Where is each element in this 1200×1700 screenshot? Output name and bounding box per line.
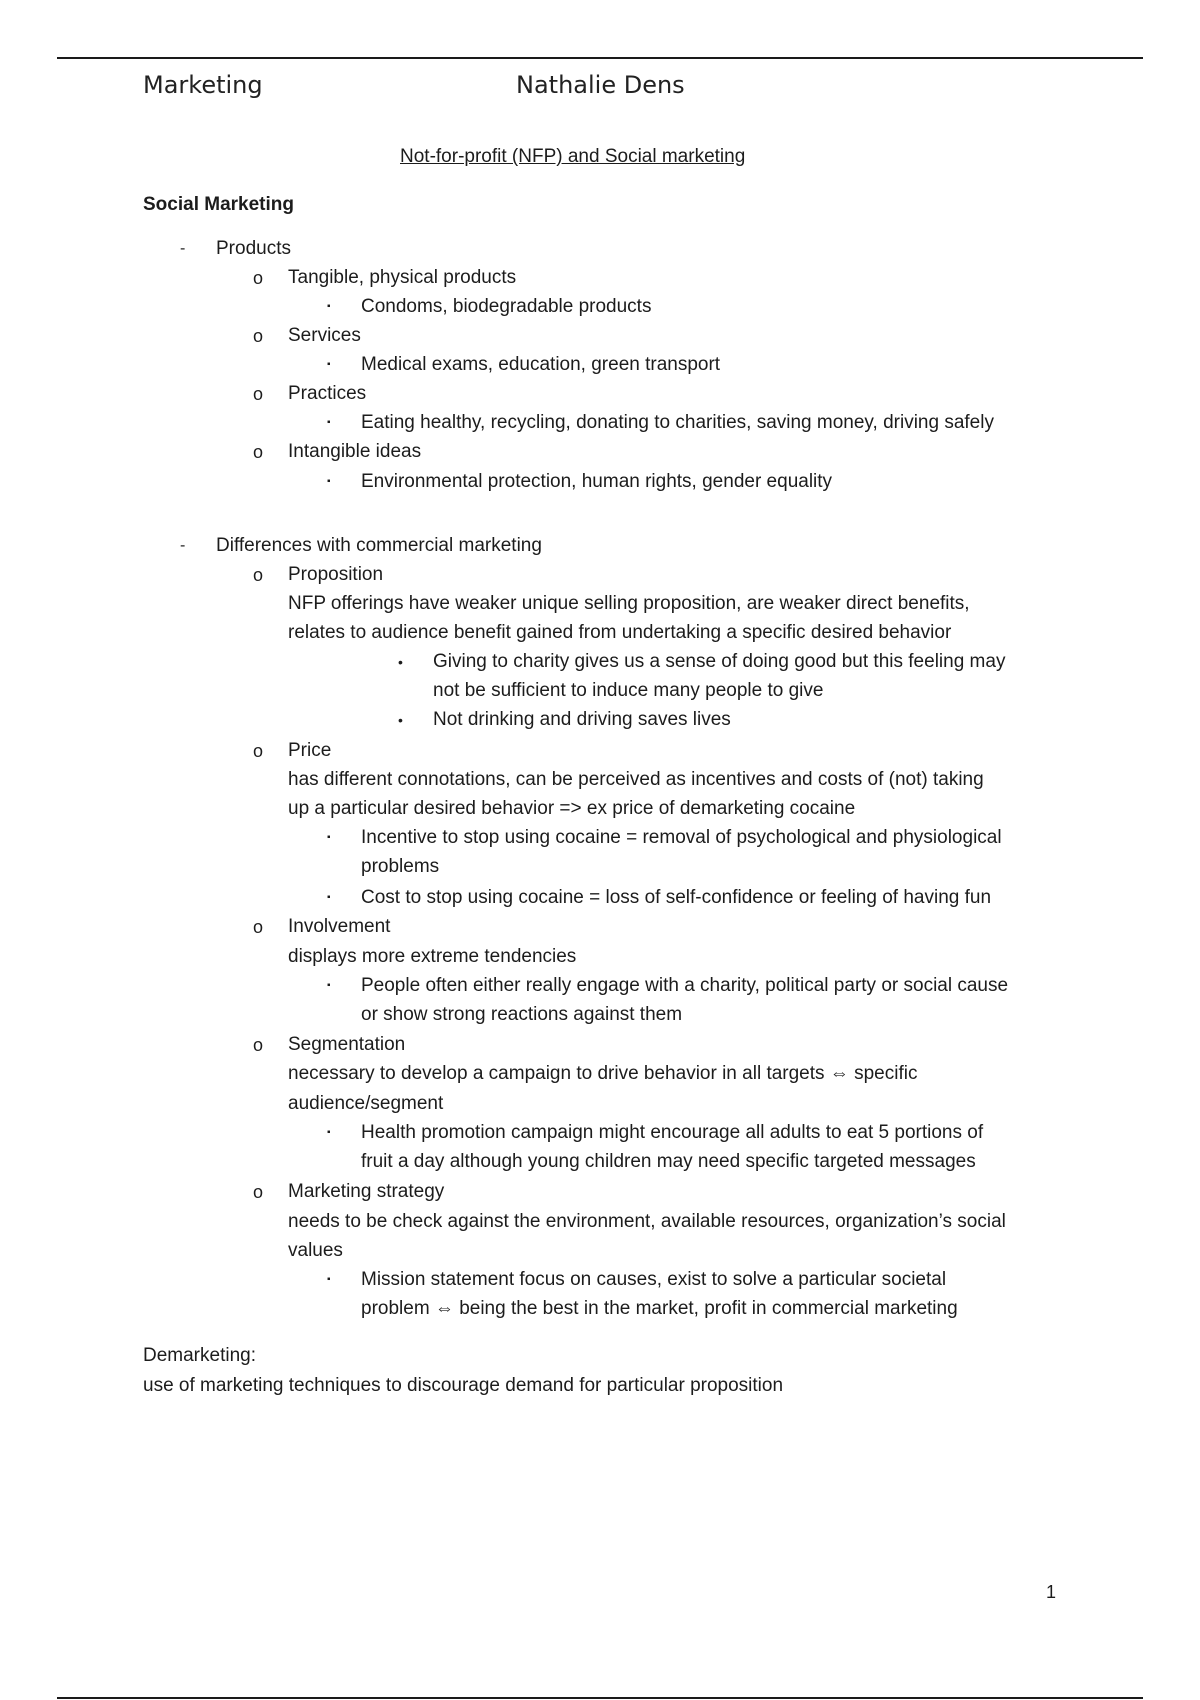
dash-marker: - xyxy=(180,240,186,257)
list-item-products: Products xyxy=(216,238,291,259)
page-number: 1 xyxy=(1046,1582,1057,1602)
circle-marker: o xyxy=(253,741,264,761)
list-item: problem ⇔ being the best in the market, profit in commercial marketing xyxy=(361,1298,958,1319)
circle-marker: o xyxy=(253,1035,264,1055)
square-marker: ▪ xyxy=(327,1274,331,1285)
section-heading: Social Marketing xyxy=(143,194,294,215)
list-item: or show strong reactions against them xyxy=(361,1004,683,1025)
circle-marker: o xyxy=(253,268,264,288)
paragraph-line: up a particular desired behavior => ex price of demarketing cocaine xyxy=(288,798,856,819)
square-marker: ▪ xyxy=(327,417,331,428)
paragraph-line: values xyxy=(288,1240,343,1261)
list-item: Intangible ideas xyxy=(288,441,422,462)
dot-marker: • xyxy=(398,712,403,728)
circle-marker: o xyxy=(253,442,264,462)
demarketing-label: Demarketing: xyxy=(143,1345,256,1366)
list-item: Marketing strategy xyxy=(288,1181,445,1202)
list-item: fruit a day although young children may need specific targeted messages xyxy=(361,1151,976,1172)
circle-marker: o xyxy=(253,917,264,937)
list-item: Price xyxy=(288,740,332,761)
header-rule xyxy=(57,57,1143,59)
list-item: problems xyxy=(361,856,440,877)
list-item: Eating healthy, recycling, donating to charities, saving money, driving safely xyxy=(361,412,994,433)
list-item: Environmental protection, human rights, gender equality xyxy=(361,471,833,492)
paragraph-line: displays more extreme tendencies xyxy=(288,946,577,967)
list-item: Health promotion campaign might encourage all adults to eat 5 portions of xyxy=(361,1122,984,1143)
dot-marker: • xyxy=(398,654,403,670)
paragraph-line: has different connotations, can be perceived as incentives and costs of (not) taking xyxy=(288,769,984,790)
list-item: People often either really engage with a charity, political party or social cause xyxy=(361,975,1009,996)
list-item: Mission statement focus on causes, exist to solve a particular societal xyxy=(361,1269,947,1290)
list-item: Proposition xyxy=(288,564,384,585)
list-item: Practices xyxy=(288,383,367,404)
circle-marker: o xyxy=(253,384,264,404)
list-item: Giving to charity gives us a sense of doing good but this feeling may xyxy=(433,651,1006,672)
document-title: Not-for-profit (NFP) and Social marketing xyxy=(400,146,746,167)
square-marker: ▪ xyxy=(327,301,331,312)
header-course: Marketing xyxy=(143,71,263,99)
circle-marker: o xyxy=(253,565,264,585)
square-marker: ▪ xyxy=(327,359,331,370)
header-author: Nathalie Dens xyxy=(516,71,685,99)
list-item: Tangible, physical products xyxy=(288,267,517,288)
list-item-differences: Differences with commercial marketing xyxy=(216,535,542,556)
list-item: Cost to stop using cocaine = loss of self-confidence or feeling of having fun xyxy=(361,887,992,908)
circle-marker: o xyxy=(253,1182,264,1202)
list-item: not be sufficient to induce many people to give xyxy=(433,680,824,701)
list-item: Segmentation xyxy=(288,1034,406,1055)
paragraph-line: relates to audience benefit gained from undertaking a specific desired behavior xyxy=(288,622,952,643)
dash-marker: - xyxy=(180,537,186,554)
footer-rule xyxy=(57,1697,1143,1699)
square-marker: ▪ xyxy=(327,476,331,487)
square-marker: ▪ xyxy=(327,892,331,903)
list-item: Involvement xyxy=(288,916,391,937)
list-item: Condoms, biodegradable products xyxy=(361,296,652,317)
paragraph-line: NFP offerings have weaker unique selling proposition, are weaker direct benefits, xyxy=(288,593,970,614)
square-marker: ▪ xyxy=(327,980,331,991)
square-marker: ▪ xyxy=(327,1127,331,1138)
paragraph-line: necessary to develop a campaign to drive behavior in all targets ⇔ specific xyxy=(288,1063,918,1084)
list-item: Services xyxy=(288,325,361,346)
square-marker: ▪ xyxy=(327,832,331,843)
list-item: Incentive to stop using cocaine = removal of psychological and physiological xyxy=(361,827,1002,848)
demarketing-definition: use of marketing techniques to discourage demand for particular proposition xyxy=(143,1375,784,1396)
list-item: Medical exams, education, green transport xyxy=(361,354,721,375)
paragraph-line: audience/segment xyxy=(288,1093,444,1114)
circle-marker: o xyxy=(253,326,264,346)
paragraph-line: needs to be check against the environment, available resources, organization’s social xyxy=(288,1211,1006,1232)
list-item: Not drinking and driving saves lives xyxy=(433,709,731,730)
